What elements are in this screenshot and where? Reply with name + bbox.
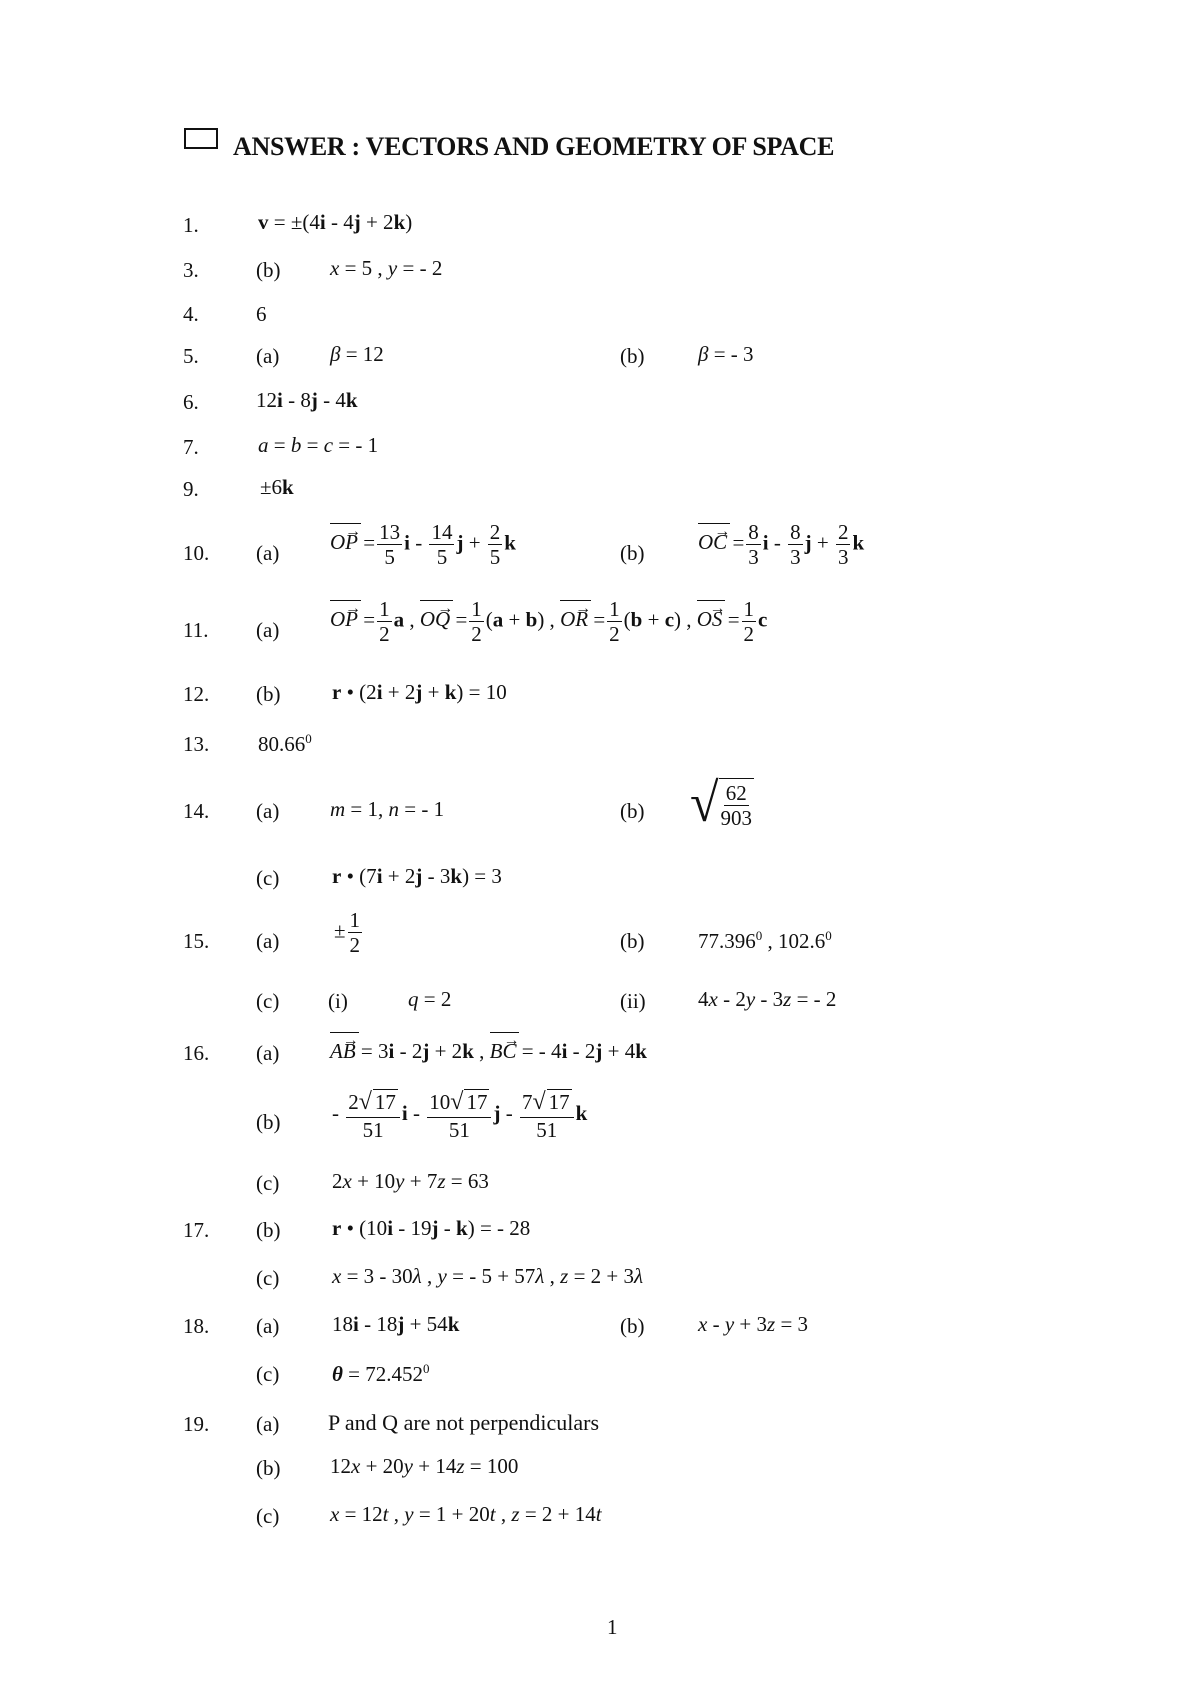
part-label: (a) [256, 541, 280, 565]
part-label: (b) [256, 1110, 281, 1134]
part-label: (a) [256, 1041, 280, 1065]
answer-19b: 12x + 20y + 14z = 100 [330, 1454, 519, 1478]
part-label: (c) [256, 989, 280, 1013]
part-label: (b) [256, 1456, 281, 1480]
question-number: 19. [183, 1412, 210, 1436]
answer-3b: x = 5 , y = - 2 [330, 256, 443, 280]
answer-15b: 77.396$^0$ , 102.6$^0$ [698, 928, 832, 953]
part-label: (b) [256, 682, 281, 706]
question-number: 4. [183, 302, 199, 326]
part-label: (c) [256, 1362, 280, 1386]
answer-16a: AB → = 3i - 2j + 2k , BC → = - 4i - 2j + 4k [330, 1041, 647, 1062]
part-label: (i) [328, 989, 348, 1013]
answer-18b: x - y + 3z = 3 [698, 1312, 809, 1336]
question-number: 7. [183, 435, 199, 459]
answer-10a: OP → = $\frac{13}{5}$ i - $\frac{14}{5}$ j + $\frac{2}{5}$ k [330, 520, 516, 569]
question-number: 3. [183, 258, 199, 282]
answer-7: a = b = c = - 1 [258, 433, 379, 457]
answer-14c: r • (7i + 2j - 3k) = 3 [332, 864, 502, 888]
answer-9: ±6k [260, 475, 294, 499]
answer-19c: x = 12t , y = 1 + 20t , z = 2 + 14t [330, 1502, 602, 1526]
question-number: 1. [183, 213, 199, 237]
answer-15a: ± $\frac{1}{2}$ [334, 908, 361, 958]
part-label: (a) [256, 1314, 280, 1338]
answer-16c: 2x + 10y + 7z = 63 [332, 1169, 489, 1193]
part-label: (b) [620, 799, 645, 823]
answer-13: 80.66$^0$ [258, 731, 312, 756]
question-number: 12. [183, 682, 210, 706]
part-label: (c) [256, 1171, 280, 1195]
part-label: (a) [256, 799, 280, 823]
question-number: 6. [183, 390, 199, 414]
answer-18c: $\theta = 72.452^0$ [332, 1361, 430, 1386]
part-label: (c) [256, 1504, 280, 1528]
answer-11a: OP → = $\frac{1}{2}$ a , OQ → = $\frac{1}{2}$ (a + b) , OR → = $\frac{1}{2}$ (b + c) , OS → = $\frac{1}{2}$ c [330, 597, 767, 646]
answer-15ci: q = 2 [408, 987, 452, 1011]
question-number: 14. [183, 799, 210, 823]
question-number: 15. [183, 929, 210, 953]
answer-4: 6 [256, 302, 267, 326]
answer-18a: 18i - 18j + 54k [332, 1312, 460, 1336]
part-label: (a) [256, 618, 280, 642]
answer-19a: P and Q are not perpendiculars [328, 1410, 600, 1435]
page-title: ANSWER : VECTORS AND GEOMETRY OF SPACE [233, 132, 835, 161]
part-label: (c) [256, 866, 280, 890]
question-number: 18. [183, 1314, 210, 1338]
question-number: 11. [183, 618, 209, 642]
question-number: 10. [183, 541, 210, 565]
answer-17c: x = 3 - 30λ , y = - 5 + 57λ , z = 2 + 3λ [332, 1264, 644, 1288]
part-label: (a) [256, 344, 280, 368]
part-label: (c) [256, 1266, 280, 1290]
question-number: 9. [183, 477, 199, 501]
page-number: 1 [607, 1615, 618, 1639]
answer-12b: r • (2i + 2j + k) = 10 [332, 680, 507, 704]
part-label: (b) [620, 1314, 645, 1338]
part-label: (b) [620, 344, 645, 368]
answer-15cii: 4x - 2y - 3z = - 2 [698, 987, 837, 1011]
part-label: (ii) [620, 989, 646, 1013]
answer-1: v = ±(4i - 4j + 2k) [258, 210, 413, 234]
part-label: (a) [256, 1412, 280, 1436]
answer-14a: m = 1, n = - 1 [330, 797, 445, 821]
question-number: 5. [183, 344, 199, 368]
part-label: (b) [620, 541, 645, 565]
question-number: 17. [183, 1218, 210, 1242]
answer-5a: β = 12 [330, 342, 384, 366]
question-number: 16. [183, 1041, 210, 1065]
answer-6: 12i - 8j - 4k [256, 388, 358, 412]
part-label: (a) [256, 929, 280, 953]
checkbox-icon [184, 128, 218, 149]
answer-5b: β = - 3 [698, 342, 754, 366]
answer-16b: - $\frac{2√ 17}{51}$ i - $\frac{10√ 17}{51}$ j - $\frac{7√ 17}{51}$ k [332, 1089, 588, 1142]
answer-17b: r • (10i - 19j - k) = - 28 [332, 1216, 531, 1240]
part-label: (b) [256, 1218, 281, 1242]
part-label: (b) [256, 258, 281, 282]
answer-10b: OC → = $\frac{8}{3}$ i - $\frac{8}{3}$ j + $\frac{2}{3}$ k [698, 520, 864, 569]
answer-14b: √ $\frac{62}{903}$ [690, 773, 753, 834]
question-number: 13. [183, 732, 210, 756]
part-label: (b) [620, 929, 645, 953]
